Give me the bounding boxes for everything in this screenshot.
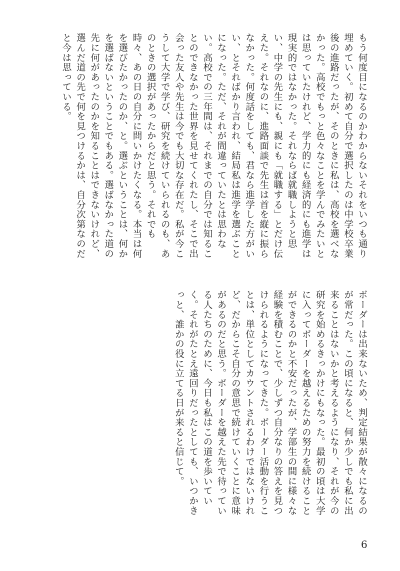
page-number: 6 <box>361 540 368 551</box>
upper-text-block <box>32 33 368 266</box>
lower-text-block <box>32 290 368 523</box>
upper-paragraph: もう何度目になるのかわからないそれをいつも通り埋めていく。初めて自分で選択したのは中学校卒業後の進路だったが、そのときに私は、高校を選べなかった。高校でもっと色々なことを学んでみたいとは思っていたけれど、学力的にも経済的にも進学は現実的ではなかった。それならば就職しようと思い、中学の先生にも、親にも「就職する」とだけ伝えた。それなのに、進路面談で先生は首を縦に振らなかった。何度話をしても、君なら進学した方がいい、とそればかり言われ、結局私は進学を選ぶことになった。ただ、それが間違っていたとは思わない。高校での三年間は、それまでの自分では知ることのできなかった世界を見せてくれたし、そこで出会った友人や先生は今でも大切な存在だ。私が今こうして大学で学び、研究を続けていられるのも、あのときの選択があったからだと思う。それでも時々、あの日の自分に問いかけたくなる。本当は何を選びたかったのか、と。選ぶということは、何かを選ばないということでもある。選ばなかった道の先に何があったのかを知ることはできないけれど、選んだ道の先で何を見つけるかは、自分次第なのだと今は思っている。 <box>60 33 367 259</box>
lower-paragraph: ボーダーは出来ないため、判定結果が散々になるのが常だった。この頃になると、何か少しでも私に出来ることはないかと考えるようになり、それが今の研究を始めるきっかけにもなった。最初の頃は大学に入ってボーダーを越えるための努力を続けることができるのかと不安だったが、学部生の間に様々な経験を積むことで、少しずつ自分なりの答えを見つけられるようになってきた。ボーダー活動を行うことは、単位としてカウントされるわけではないけれど、だからこそ自分の意思で続けていくことに意味があるのだと思う。ボーダーを越えた先で待っている人たちのために、今日も私はこの道を歩いていく。それがたとえ遠回りだったとしても、いつかきっと、誰かの役に立てる日が来ると信じて。 <box>172 290 367 516</box>
